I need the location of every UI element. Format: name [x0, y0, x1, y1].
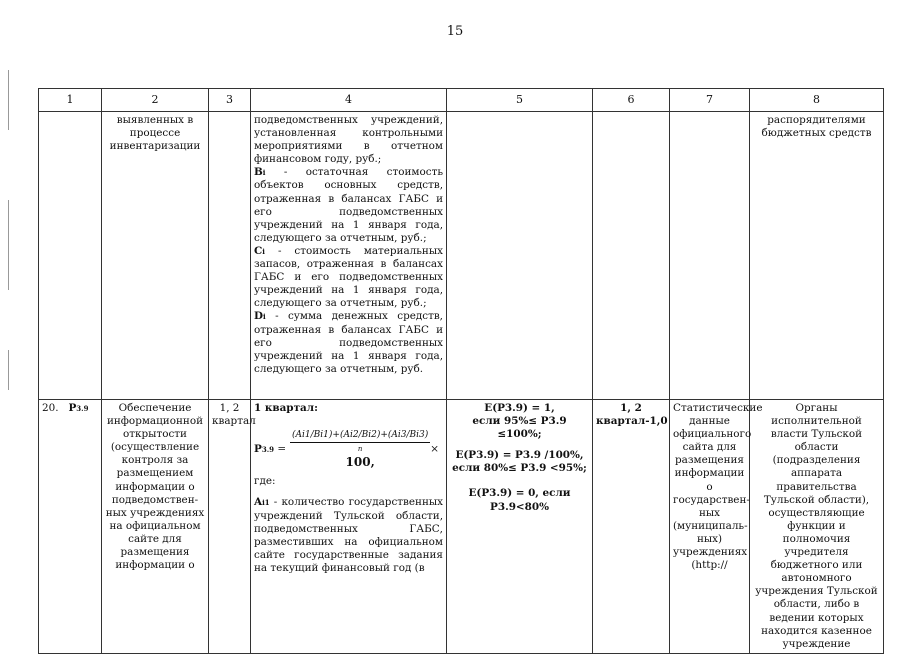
- text-b-definition: [254, 166, 443, 245]
- cell-period: 1, 2 квартал: [209, 400, 251, 654]
- header-row: [39, 89, 884, 112]
- formula: P 3.9 = (Ai1/Bi1)+(Ai2/Bi2)+(Ai3/Bi3) n 100, ×: [254, 430, 439, 470]
- header-cell: 3: [209, 89, 251, 112]
- eval-line: E(P3.9) = 0, если P3.9<80%: [468, 487, 571, 513]
- var-d: D: [254, 310, 264, 323]
- var-b-sub: i: [262, 168, 266, 178]
- formula-numerator: (Ai1/Bi1)+(Ai2/Bi2)+(Ai3/Bi3): [290, 429, 430, 443]
- var-b: B: [254, 166, 263, 179]
- var-a: A: [254, 496, 263, 509]
- var-c-sub: i: [262, 246, 265, 256]
- cell-empty: [447, 112, 593, 400]
- formula-times: ×: [430, 442, 439, 455]
- table-row-continued: [39, 112, 884, 400]
- header-cell: 5: [447, 89, 593, 112]
- eval-line: если 95%≤ P3.9 ≤100%;: [472, 415, 567, 441]
- formula-p: P: [254, 442, 262, 455]
- formula-denominator: 100,: [345, 455, 375, 470]
- cell-weight: 1, 2 квартал-1,0: [593, 400, 670, 654]
- var-c: C: [254, 244, 263, 257]
- cell-formula-description: [251, 112, 447, 400]
- page-number: 15: [446, 24, 464, 39]
- header-cell: 6: [593, 89, 670, 112]
- cell-responsible: распорядителями бюджетных средств: [750, 112, 884, 400]
- text-where: где:: [254, 475, 276, 488]
- text-b: - остаточная стоимость объектов основных средств, отраженная в балансах ГАБС и его подведомственных учреждений на 1 января года, следующего за отчетным, руб.;: [254, 166, 443, 244]
- text-d-definition: [254, 310, 443, 375]
- header-cell: 1: [39, 89, 102, 112]
- cell-number: [39, 400, 102, 654]
- scan-mark: [8, 350, 9, 390]
- cell-empty: [209, 112, 251, 400]
- row-number: 20.: [42, 402, 59, 414]
- cell-formula: [251, 400, 447, 654]
- cell-responsible: Органы исполнительной власти Тульской области (подразделения аппарата правительства Тульской области), осуществляющие функции и полномочия учредителя бюджетного или автономного учреждения Тульской области, либо в ведении которых находится казенное учреждение: [750, 400, 884, 654]
- indicator-code-sub: 3.9: [76, 404, 89, 413]
- cell-empty: [670, 112, 750, 400]
- header-cell: 4: [251, 89, 447, 112]
- text-a-definition: [254, 496, 443, 575]
- cell-empty: [39, 112, 102, 400]
- header-cell: 7: [670, 89, 750, 112]
- formula-fraction: [290, 429, 430, 469]
- eval-line: E(P3.9) = 1,: [484, 402, 555, 414]
- table-row-20: [39, 400, 884, 654]
- indicator-code: P: [68, 402, 77, 414]
- header-cell: 2: [102, 89, 209, 112]
- cell-indicator-name: выявленных в процессе инвентаризации: [102, 112, 209, 400]
- scan-mark: [8, 70, 9, 130]
- scan-mark: [8, 200, 9, 290]
- eval-line: если 80%≤ P3.9 <95%;: [452, 462, 587, 475]
- text-a: - количество государственных учреждений Тульской области, подведомственных ГАБС, разместивших на официальном сайте государственные задания на текущий финансовый год (в: [254, 496, 443, 574]
- text-intro: подведомственных учреждений, установленная контрольными мероприятиями в отчетном финансовом году, руб.;: [254, 114, 443, 166]
- text-c-definition: [254, 245, 443, 310]
- formula-n: n: [357, 445, 363, 454]
- header-cell: 8: [750, 89, 884, 112]
- text-quarter: 1 квартал:: [254, 402, 318, 414]
- var-d-sub: i: [263, 312, 266, 322]
- cell-empty: [593, 112, 670, 400]
- cell-indicator-name: Обеспечение информационной открытости (осуществление контроля за размещением информации о подведомствен-ных учреждениях на официальном сайте для размещения информации о: [102, 400, 209, 654]
- formula-p-sub: 3.9: [261, 444, 275, 454]
- eval-line: E(P3.9) = P3.9 /100%,: [455, 449, 584, 462]
- cell-evaluation: [447, 400, 593, 654]
- document-table: [38, 88, 884, 654]
- text-c: - стоимость материальных запасов, отраженная в балансах ГАБС и его подведомственных учреждений на 1 января года, следующего за отчетным, руб.;: [254, 244, 443, 310]
- text-d: - сумма денежных средств, отраженная в балансах ГАБС и его подведомственных учреждений на 1 января года, следующего за отчетным, руб.: [254, 310, 443, 375]
- var-a-sub: i1: [262, 498, 270, 508]
- cell-source: Статистические данные официального сайта для размещения информации о государствен-ных (муниципаль-ных) учреждениях (http://: [670, 400, 750, 654]
